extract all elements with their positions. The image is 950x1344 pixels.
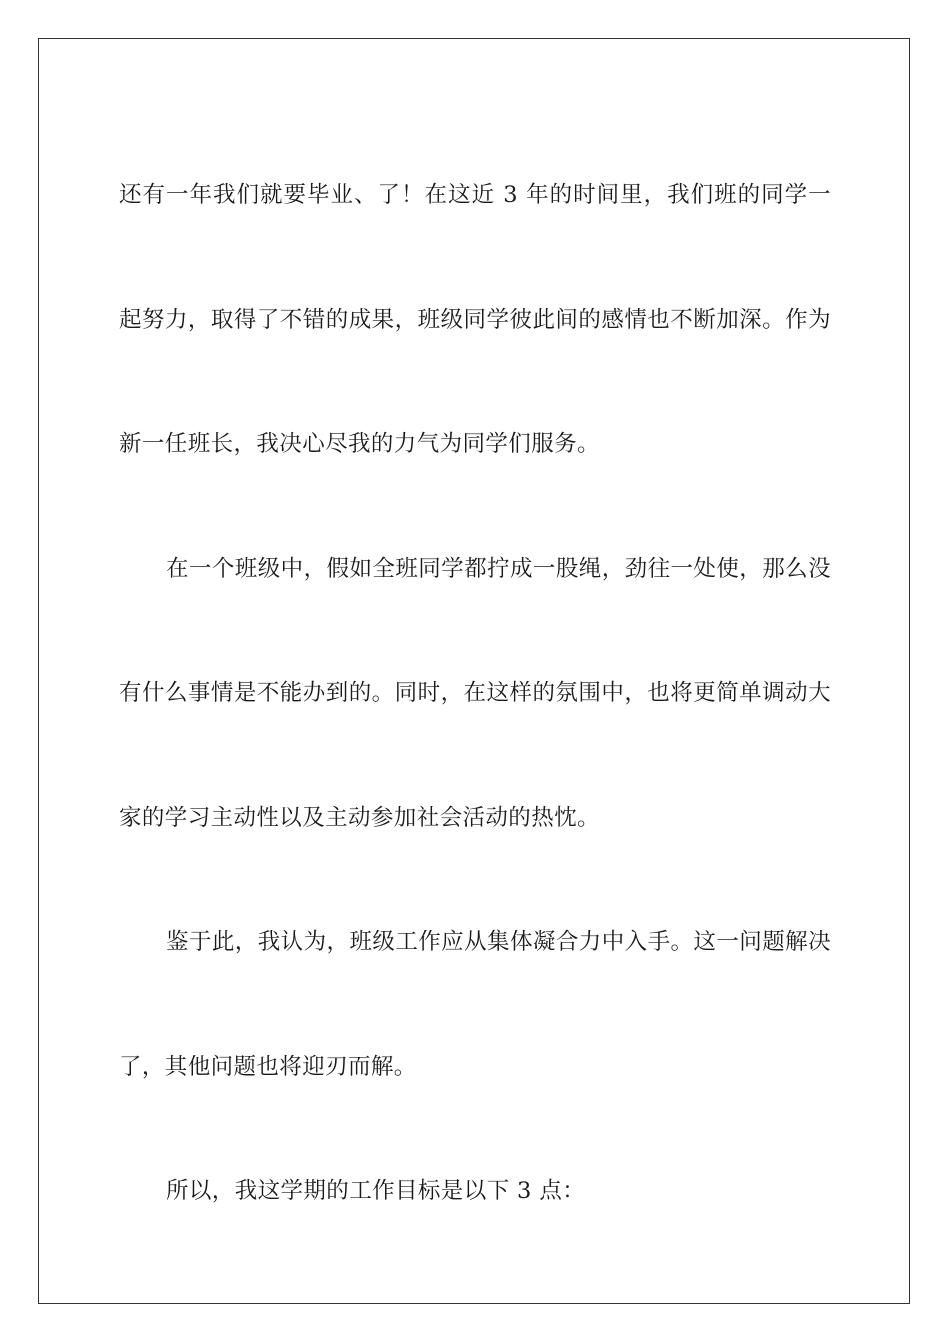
document-page — [38, 38, 910, 1304]
paragraph-3: 鉴于此，我认为，班级工作应从集体凝合力中入手。这一问题解决了，其他问题也将迎刃而解。 — [119, 929, 831, 1080]
paragraph-1: 还有一年我们就要毕业、了！在这近 3 年的时间里，我们班的同学一起努力，取得了不错的成果，班级同学彼此间的感情也不断加深。作为新一任班长，我决心尽我的力气为同学们服务。 — [119, 182, 831, 457]
paragraph-4: 所以，我这学期的工作目标是以下 3 点： — [166, 1178, 586, 1204]
document-body — [119, 133, 831, 1254]
paragraph-2: 在一个班级中，假如全班同学都拧成一股绳，劲往一处使，那么没有什么事情是不能办到的。同时，在这样的氛围中，也将更简单调动大家的学习主动性以及主动参加社会活动的热忱。 — [119, 555, 831, 831]
